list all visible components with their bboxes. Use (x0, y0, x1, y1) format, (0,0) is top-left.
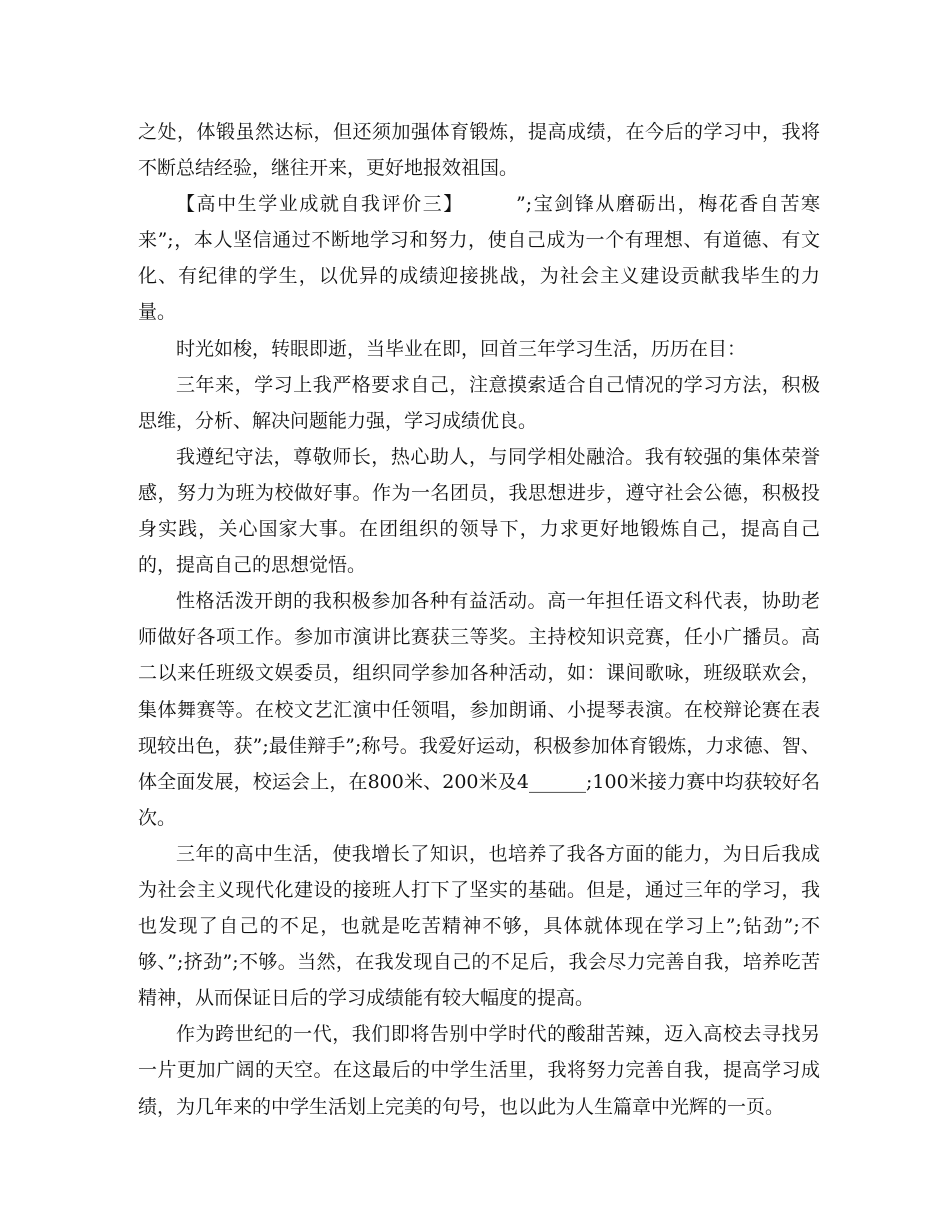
paragraph: 时光如梭，转眼即逝，当毕业在即，回首三年学习生活，历历在目： (176, 337, 747, 360)
paragraph: 性格活泼开朗的我积极参加各种有益活动。高一年担任语文科代表，协助老师做好各项工作。参加市演讲比赛获三等奖。主持校知识竞赛，任小广播员。高二以来任班级文娱委员，组织同学参加各种活动，如：课间歌咏，班级联欢会，集体舞赛等。在校文艺汇演中任领唱，参加朗诵、小提琴表演。在校辩论赛在表现较出色，获”;最佳辩手”;称号。我爱好运动，积极参加体育锻炼，力求德、智、体全面发展，校运会上，在800米、200米及4______;100米接力赛中均获较好名次。 (138, 590, 820, 829)
paragraph: 我遵纪守法，尊敬师长，热心助人，与同学相处融洽。我有较强的集体荣誉感，努力为班为校做好事。作为一名团员，我思想进步，遵守社会公德，积极投身实践，关心国家大事。在团组织的领导下，力求更好地锻炼自己，提高自己的，提高自己的思想觉悟。 (138, 445, 820, 577)
paragraph: 三年来，学习上我严格要求自己，注意摸索适合自己情况的学习方法，积极思维，分析、解决问题能力强，学习成绩优良。 (138, 373, 820, 432)
paragraph: 作为跨世纪的一代，我们即将告别中学时代的酸甜苦辣，迈入高校去寻找另一片更加广阔的天空。在这最后的中学生活里，我将努力完善自我，提高学习成绩，为几年来的中学生活划上完美的句号，也以此为人生篇章中光辉的一页。 (138, 1023, 820, 1118)
paragraph-section-heading: 【高中生学业成就自我评价三】 ”;宝剑锋从磨砺出，梅花香自苦寒来”;，本人坚信通过不断地学习和努力，使自己成为一个有理想、有道德、有文化、有纪律的学生，以优异的成绩迎接挑战，为社会主义建设贡献我毕生的力量。 (138, 193, 820, 324)
paragraph-continuation: 之处，体锻虽然达标，但还须加强体育锻炼，提高成绩，在今后的学习中，我将不断总结经验，继往开来，更好地报效祖国。 (138, 121, 820, 180)
paragraph: 三年的高中生活，使我增长了知识，也培养了我各方面的能力，为日后我成为社会主义现代化建设的接班人打下了坚实的基础。但是，通过三年的学习，我也发现了自己的不足，也就是吃苦精神不够，具体就体现在学习上”;钻劲”;不够、”;挤劲”;不够。当然，在我发现自己的不足后，我会尽力完善自我，培养吃苦精神，从而保证日后的学习成绩能有较大幅度的提高。 (138, 842, 820, 1010)
document-body (138, 114, 820, 1125)
